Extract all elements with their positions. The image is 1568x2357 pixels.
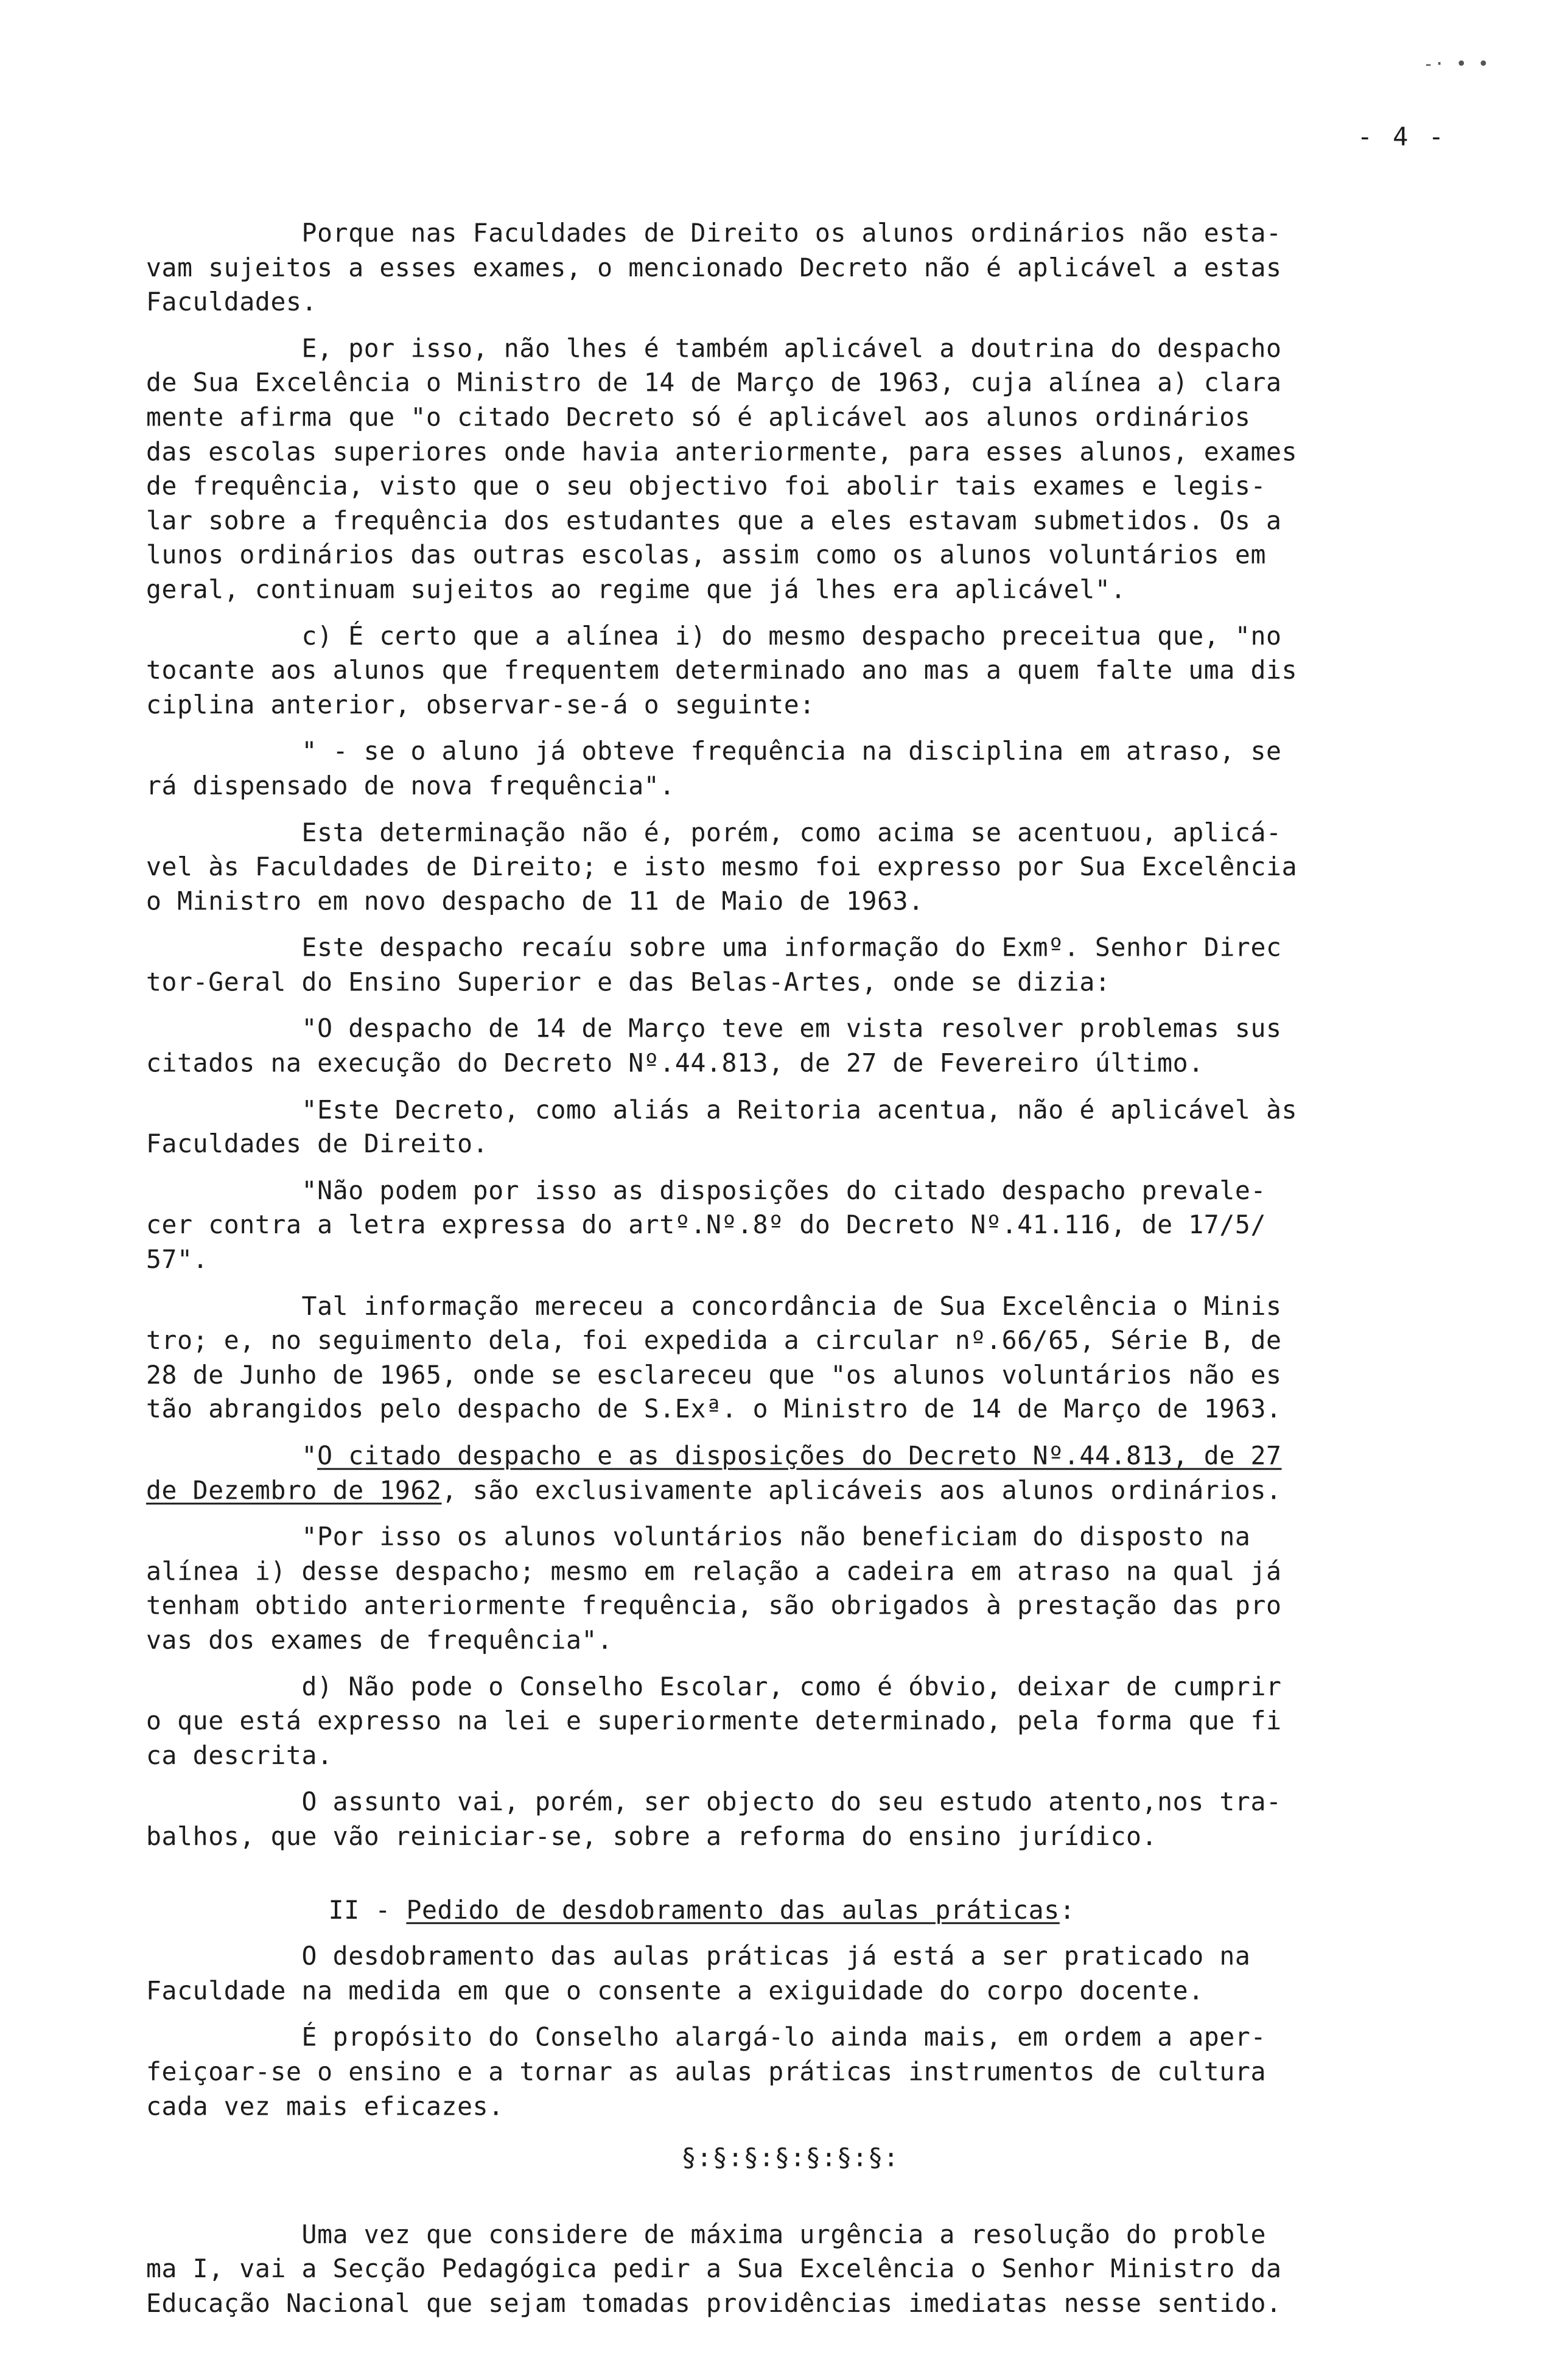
text-line: vam sujeitos a esses exames, o mencionado Decreto não é aplicável a estas: [146, 252, 1282, 282]
text-line: balhos, que vão reiniciar-se, sobre a reforma do ensino jurídico.: [146, 1821, 1158, 1851]
paragraph: [146, 815, 1435, 919]
text-line: vas dos exames de frequência".: [146, 1625, 613, 1655]
text-line: Faculdades.: [146, 287, 318, 317]
text-line: de Dezembro de 1962, são exclusivamente aplicáveis aos alunos ordinários.: [146, 1475, 1282, 1505]
paragraph: [146, 1939, 1435, 2008]
text-line: tocante aos alunos que frequentem determinado ano mas a quem falte uma dis: [146, 655, 1298, 685]
text-line: cada vez mais eficazes.: [146, 2090, 504, 2121]
paragraph: [146, 734, 1435, 803]
text-line: Faculdade na medida em que o consente a exiguidade do corpo docente.: [146, 1975, 1204, 2006]
paragraph: [146, 619, 1435, 723]
text-line: "Por isso os alunos voluntários não beneficiam do disposto na: [146, 1521, 1251, 1552]
paragraph: [146, 1439, 1435, 1508]
text-line: tenham obtido anteriormente frequência, são obrigados à prestação das pro: [146, 1590, 1282, 1620]
section-numeral: II -: [328, 1894, 407, 1925]
paragraph: [146, 1520, 1435, 1658]
text-line: E, por isso, não lhes é também aplicável a doutrina do despacho: [146, 333, 1282, 363]
text-line: " - se o aluno já obteve frequência na disciplina em atraso, se: [146, 736, 1282, 766]
text-line: de Sua Excelência o Ministro de 14 de Março de 1963, cuja alínea a) clara: [146, 368, 1282, 398]
text-line: "Não podem por isso as disposições do citado despacho prevale-: [146, 1175, 1267, 1205]
text-line: 28 de Junho de 1965, onde se esclareceu que "os alunos voluntários não es: [146, 1359, 1282, 1390]
document-body: [146, 216, 1435, 2333]
paragraph: [146, 1670, 1435, 1773]
text-line: Porque nas Faculdades de Direito os alunos ordinários não esta-: [146, 217, 1282, 248]
text-line: d) Não pode o Conselho Escolar, como é óbvio, deixar de cumprir: [146, 1671, 1282, 1701]
text-line: lunos ordinários das outras escolas, assim como os alunos voluntários em: [146, 539, 1267, 570]
text-line: Uma vez que considere de máxima urgência a resolução do proble: [146, 2219, 1267, 2249]
text-line: citados na execução do Decreto Nº.44.813, de 27 de Fevereiro último.: [146, 1048, 1204, 1078]
text-line: "O citado despacho e as disposições do Decreto Nº.44.813, de 27: [146, 1440, 1282, 1471]
paragraph: [146, 2218, 1435, 2321]
text-line: ma I, vai a Secção Pedagógica pedir a Sua Excelência o Senhor Ministro da: [146, 2254, 1282, 2284]
text-line: alínea i) desse despacho; mesmo em relação a cadeira em atraso na qual já: [146, 1556, 1282, 1586]
text-line: de frequência, visto que o seu objectivo foi abolir tais exames e legis-: [146, 471, 1267, 501]
paragraph: [146, 1093, 1435, 1161]
text-line: Tal informação mereceu a concordância de Sua Excelência o Minis: [146, 1291, 1282, 1321]
text-line: cer contra a letra expressa do artº.Nº.8º do Decreto Nº.41.116, de 17/5/: [146, 1210, 1267, 1240]
text-line: ca descrita.: [146, 1740, 333, 1770]
paragraph: [146, 1012, 1435, 1080]
text-line: O assunto vai, porém, ser objecto do seu estudo atento,nos tra-: [146, 1787, 1282, 1817]
closing-paragraph: [146, 2218, 1435, 2321]
text-line: lar sobre a frequência dos estudantes que a eles estavam submetidos. Os a: [146, 505, 1282, 536]
text-line: tão abrangidos pelo despacho de S.Exª. o Ministro de 14 de Março de 1963.: [146, 1394, 1282, 1424]
text-line: vel às Faculdades de Direito; e isto mesmo foi expresso por Sua Excelência: [146, 851, 1298, 881]
text-line: ciplina anterior, observar-se-á o seguinte:: [146, 689, 815, 720]
text-line: c) É certo que a alínea i) do mesmo despacho preceitua que, "no: [146, 620, 1282, 651]
underlined-text: O citado despacho e as disposições do Decreto Nº.44.813, de 27: [317, 1440, 1282, 1471]
paragraph: [146, 1289, 1435, 1427]
text-line: 57".: [146, 1244, 209, 1275]
page-number: - 4 -: [1357, 122, 1446, 152]
corner-mark: -· • •: [1423, 54, 1489, 75]
text-line: Esta determinação não é, porém, como acima se acentuou, aplicá-: [146, 817, 1282, 847]
paragraph: [146, 2020, 1435, 2124]
paragraph: [146, 216, 1435, 320]
text-line: tro; e, no seguimento dela, foi expedida a circular nº.66/65, Série B, de: [146, 1325, 1282, 1356]
text-line: rá dispensado de nova frequência".: [146, 770, 675, 800]
text-line: mente afirma que "o citado Decreto só é aplicável aos alunos ordinários: [146, 402, 1251, 432]
text-line: das escolas superiores onde havia anteriormente, para esses alunos, exames: [146, 436, 1298, 467]
text-line: O desdobramento das aulas práticas já está a ser praticado na: [146, 1941, 1251, 1971]
paragraph-group-i: [146, 216, 1435, 1854]
text-line: Este despacho recaíu sobre uma informação do Exmº. Senhor Direc: [146, 932, 1282, 962]
paragraph: [146, 1785, 1435, 1854]
text-line: o que está expresso na lei e superiormente determinado, pela forma que fi: [146, 1706, 1282, 1736]
text-line: Educação Nacional que sejam tomadas providências imediatas nesse sentido.: [146, 2288, 1282, 2318]
section-colon: :: [1059, 1894, 1076, 1925]
text-line: Faculdades de Direito.: [146, 1129, 489, 1159]
text-line: "Este Decreto, como aliás a Reitoria acentua, não é aplicável às: [146, 1094, 1298, 1124]
section-heading-ii: [329, 1893, 1435, 1927]
paragraph: [146, 1174, 1435, 1277]
paragraph: [146, 931, 1435, 1000]
text-line: geral, continuam sujeitos ao regime que já lhes era aplicável".: [146, 574, 1127, 604]
text-line: "O despacho de 14 de Março teve em vista resolver problemas sus: [146, 1013, 1282, 1043]
section-title: Pedido de desdobramento das aulas práticas: [406, 1894, 1060, 1925]
paragraph: [146, 332, 1435, 607]
underlined-text: de Dezembro de 1962: [146, 1475, 442, 1505]
paragraph-group-ii: [146, 1939, 1435, 2124]
text-line: o Ministro em novo despacho de 11 de Maio de 1963.: [146, 886, 924, 916]
section-separator: §:§:§:§:§:§:§:: [681, 2142, 899, 2173]
text-line: É propósito do Conselho alargá-lo ainda mais, em ordem a aper-: [146, 2022, 1267, 2052]
text-line: tor-Geral do Ensino Superior e das Belas-Artes, onde se dizia:: [146, 967, 1111, 997]
text-line: feiçoar-se o ensino e a tornar as aulas práticas instrumentos de cultura: [146, 2056, 1267, 2087]
